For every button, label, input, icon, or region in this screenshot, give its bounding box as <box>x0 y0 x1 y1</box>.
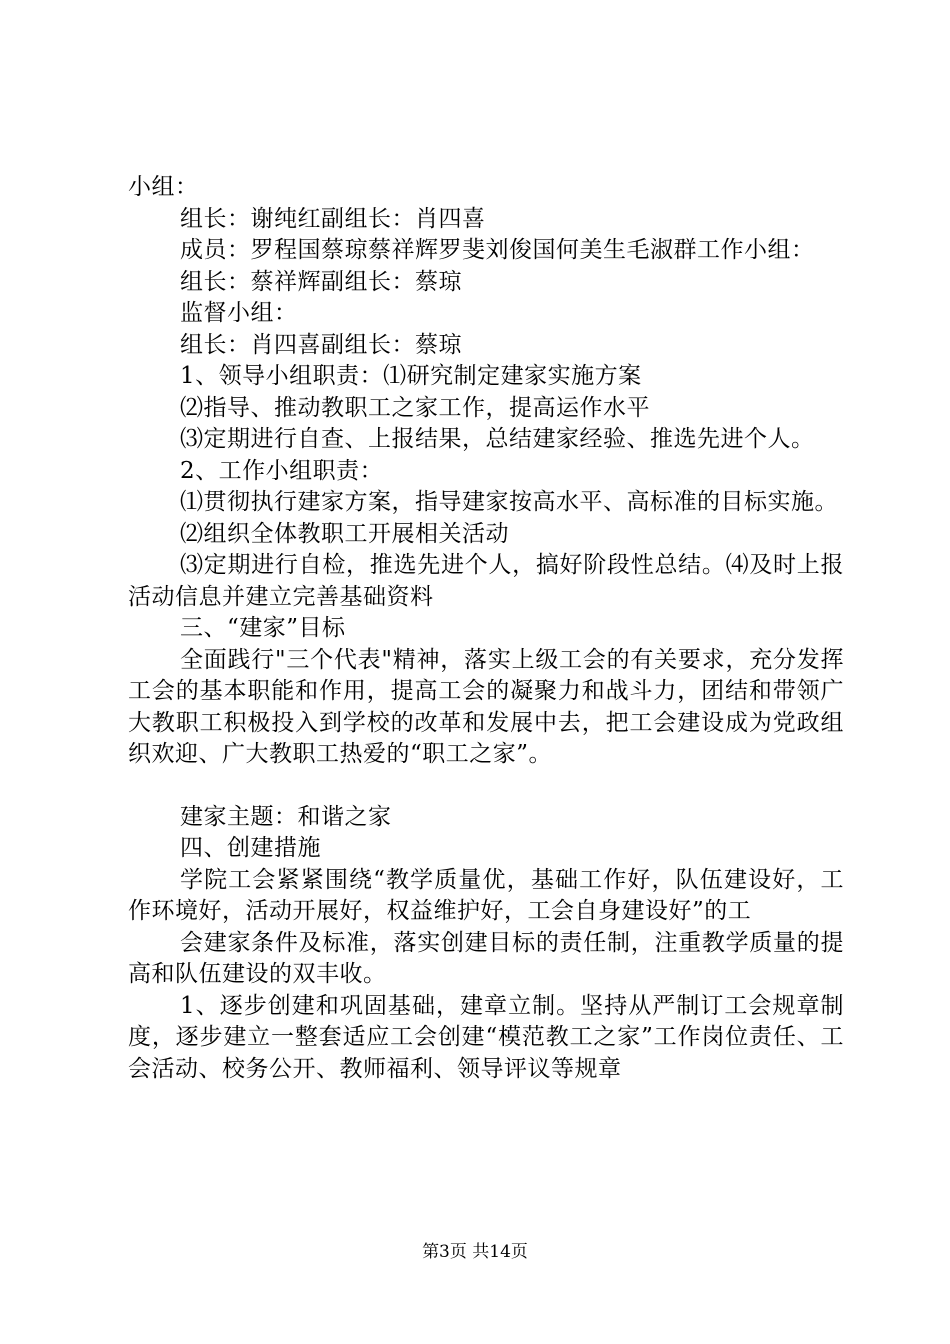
paragraph-work-duty-1: ⑴贯彻执行建家方案，指导建家按高水平、高标准的目标实施。 <box>180 489 838 515</box>
paragraph-supervision-leader: 组长：肖四喜副组长：蔡琼 <box>180 331 462 358</box>
section-heading-goals: 三、“建家”目标 <box>180 615 346 641</box>
paragraph-work-duty-2: ⑵组织全体教职工开展相关活动 <box>180 520 509 547</box>
paragraph-supervision-group: 监督小组： <box>180 300 298 326</box>
paragraph-leader-duty-1: 1、领导小组职责：⑴研究制定建家实施方案 <box>180 363 642 389</box>
paragraph-group-heading-cont: 小组： <box>128 174 199 200</box>
paragraph-measures-1: 1、逐步创建和巩固基础，建章立制。坚持从严制订工会规章制度，逐步建立一整套适应工会创建“模范教工之家”工作岗位责任、工会活动、校务公开、教师福利、领导评议等规章 <box>128 992 844 1082</box>
paragraph-work-duty-3-4: ⑶定期进行自检，推选先进个人，搞好阶段性总结。⑷及时上报活动信息并建立完善基础资料 <box>128 552 844 610</box>
page-number-footer: 第3页 共14页 <box>422 1242 528 1262</box>
paragraph-theme: 建家主题：和谐之家 <box>180 803 392 830</box>
paragraph-leader-group: 组长：谢纯红副组长：肖四喜 <box>180 205 486 232</box>
document-body <box>128 172 844 1085</box>
paragraph-members: 成员：罗程国蔡琼蔡祥辉罗斐刘俊国何美生毛淑群工作小组： <box>180 237 815 263</box>
paragraph-work-duty-heading: 2、工作小组职责： <box>180 457 384 484</box>
paragraph-measures-standards: 会建家条件及标准，落实创建目标的责任制，注重教学质量的提高和队伍建设的双丰收。 <box>128 929 844 987</box>
paragraph-work-group-leader: 组长：蔡祥辉副组长：蔡琼 <box>180 268 462 295</box>
paragraph-goals-body: 全面践行"三个代表"精神，落实上级工会的有关要求，充分发挥工会的基本职能和作用，提高工会的凝聚力和战斗力，团结和带领广大教职工积极投入到学校的改革和发展中去，把工会建设成为党政组织欢迎、广大教职工热爱的“职工之家”。 <box>128 646 844 767</box>
paragraph-leader-duty-3: ⑶定期进行自查、上报结果，总结建家经验、推选先进个人。 <box>180 426 815 452</box>
paragraph-measures-intro: 学院工会紧紧围绕“教学质量优，基础工作好，队伍建设好，工作环境好，活动开展好，权益维护好，工会自身建设好”的工 <box>128 866 844 924</box>
section-heading-measures: 四、创建措施 <box>180 835 321 861</box>
paragraph-leader-duty-2: ⑵指导、推动教职工之家工作，提高运作水平 <box>180 394 650 421</box>
